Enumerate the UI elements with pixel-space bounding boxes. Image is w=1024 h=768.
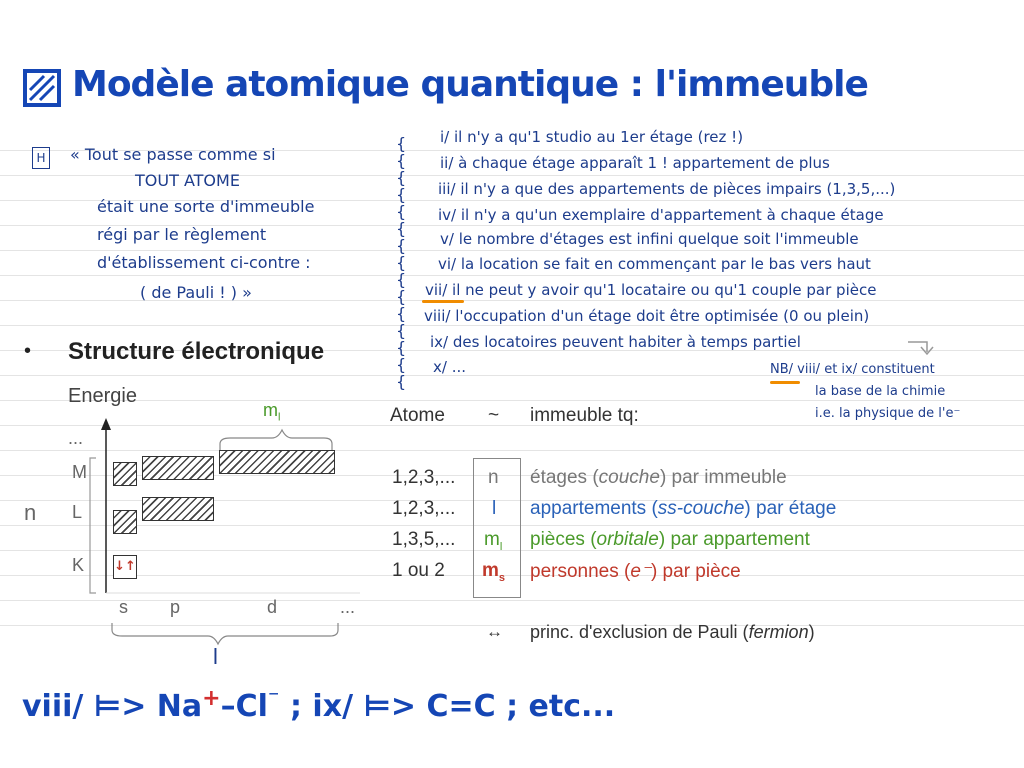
- rule-item: vi/ la location se fait en commençant par le bas vers haut: [438, 255, 871, 273]
- rule-item: vii/ il ne peut y avoir qu'1 locataire ou qu'1 couple par pièce: [425, 281, 877, 299]
- ruled-line: [0, 400, 1024, 401]
- ruled-line: [0, 325, 1024, 326]
- table-desc-l: appartements (ss-couche) par étage: [530, 498, 837, 519]
- ml-label: $m_l$: [263, 400, 281, 424]
- table-header-atome: Atome: [390, 405, 445, 426]
- rule-item: iv/ il n'y a qu'un exemplaire d'appartement à chaque étage: [438, 206, 884, 224]
- table-symbol-n: n: [488, 467, 499, 488]
- rule-item: ii/ à chaque étage apparaît 1 ! appartement de plus: [440, 154, 830, 172]
- nb-line-1: NB/ viii/ et ix/ constituent: [770, 362, 935, 377]
- nb-line-2: la base de la chimie: [815, 384, 946, 399]
- wavy-brace: { { { { { { { { { { { { { { {: [396, 134, 407, 391]
- table-range-ml: 1,3,5,...: [392, 529, 456, 550]
- orbital-box-2p: [142, 497, 214, 521]
- rule-item: v/ le nombre d'étages est infini quelque soit l'immeuble: [440, 230, 859, 248]
- quote-line-5: d'établissement ci-contre :: [97, 253, 311, 272]
- subshell-d: d: [267, 597, 278, 617]
- table-symbol-ms: $m_s$: [482, 560, 506, 584]
- table-range-ms: 1 ou 2: [392, 560, 445, 581]
- table-symbol-l: l: [492, 498, 497, 519]
- orbital-box-3p: [142, 456, 214, 480]
- quote-line-2: TOUT ATOME: [135, 171, 240, 190]
- quote-line-1: « Tout se passe comme si: [70, 145, 276, 164]
- table-desc-ms: personnes (e⁻) par pièce: [530, 561, 741, 582]
- rule-item: viii/ l'occupation d'un étage doit être optimisée (0 ou plein): [424, 307, 870, 325]
- rule-item: x/ ...: [433, 358, 467, 376]
- l-label: l: [213, 644, 218, 669]
- shell-label-m: M: [72, 462, 87, 482]
- page-title: Modèle atomique quantique : l'immeuble: [72, 64, 868, 105]
- orbital-box-3s: [113, 462, 137, 486]
- orbital-box-1s: ↓↑: [113, 555, 137, 579]
- orbital-box-3d: [219, 450, 335, 474]
- subshell-more: ...: [340, 597, 356, 617]
- n-label: n: [24, 500, 37, 525]
- energy-dots: ...: [68, 428, 84, 448]
- table-header-immeuble: immeuble tq:: [530, 405, 639, 426]
- bottom-note: viii/ ⊨> Na+–Cl⁻ ; ix/ ⊨> C=C ; etc...: [22, 686, 616, 724]
- shell-label-k: K: [72, 555, 85, 575]
- table-range-l: 1,2,3,...: [392, 498, 456, 519]
- subshell-p: p: [170, 597, 181, 617]
- energy-label: Energie: [68, 385, 137, 407]
- highlight-underline: [422, 300, 464, 303]
- section-title: Structure électronique: [68, 338, 325, 365]
- pauli-arrow: ↔: [486, 622, 503, 641]
- table-desc-ml: pièces (orbitale) par appartement: [530, 529, 810, 550]
- subshell-s: s: [119, 597, 128, 617]
- rule-item: ix/ des locatoires peuvent habiter à temps partiel: [430, 333, 801, 351]
- table-range-n: 1,2,3,...: [392, 467, 456, 488]
- hook-arrow-icon: [905, 338, 935, 360]
- hatched-box-icon: [22, 68, 62, 108]
- plus-charge: +: [202, 686, 221, 711]
- pauli-text: princ. d'exclusion de Pauli (fermion): [530, 622, 815, 642]
- nb-underline: [770, 381, 800, 384]
- table-symbol-ml: $m_l$: [484, 529, 503, 553]
- table-desc-n: étages (couche) par immeuble: [530, 467, 787, 488]
- rule-item: iii/ il n'y a que des appartements de pièces impairs (1,3,5,...): [438, 180, 896, 198]
- shell-label-l: L: [72, 502, 83, 522]
- bullet: •: [24, 340, 32, 362]
- table-header-tilde: ~: [488, 405, 500, 426]
- quote-line-3: était une sorte d'immeuble: [97, 197, 315, 216]
- hypothesis-label: H: [32, 147, 50, 169]
- nb-line-3: i.e. la physique de l'e⁻: [815, 406, 961, 421]
- quote-line-6: ( de Pauli ! ) »: [140, 283, 252, 302]
- rule-item: i/ il n'y a qu'1 studio au 1er étage (rez !): [440, 128, 744, 146]
- quote-line-4: régi par le règlement: [97, 225, 267, 244]
- orbital-box-2s: [113, 510, 137, 534]
